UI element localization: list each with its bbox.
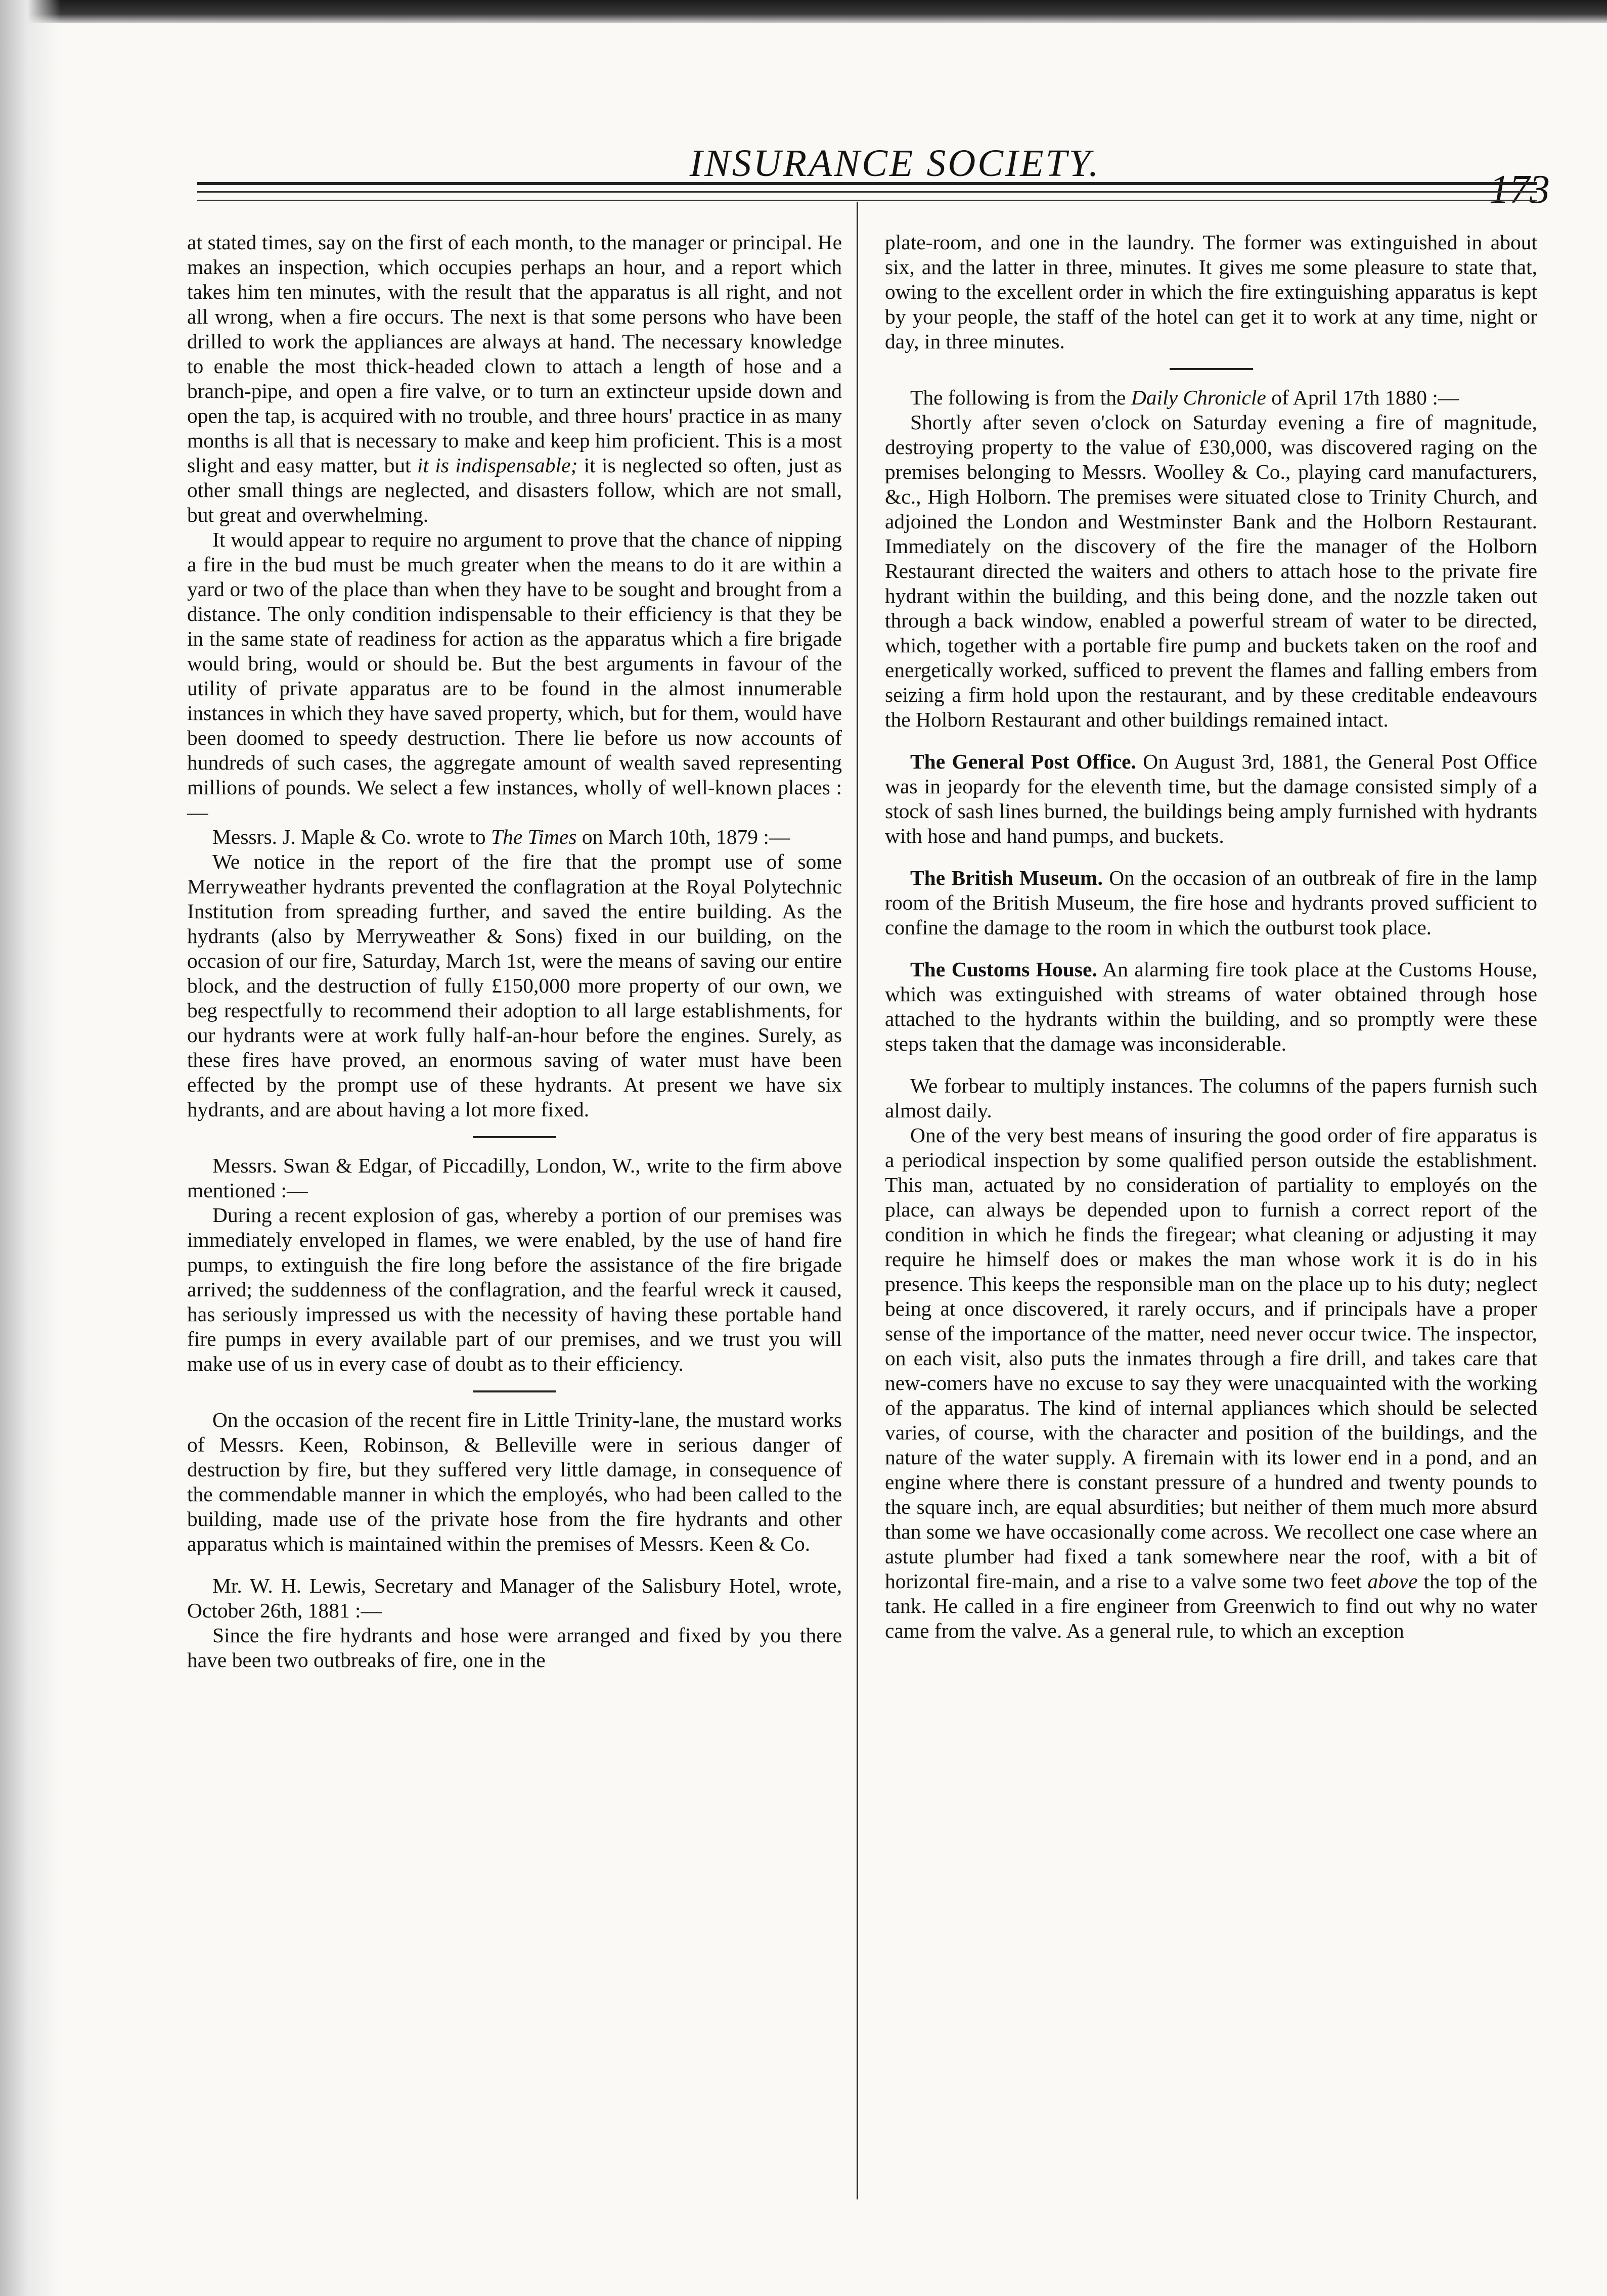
italic-phrase: above	[1367, 1569, 1418, 1593]
paragraph-text: On the occasion of an outbreak of fire in the lamp room of the British Museum, the fire hose and hydrants proved sufficient to confine the damage to the room in which the outburst took place.	[885, 866, 1538, 939]
newspaper-title: Daily Chronicle	[1131, 386, 1266, 409]
paragraph-text: The following is from the	[910, 386, 1126, 409]
paragraph-text: One of the very best means of insuring the good order of fire apparatus is a periodical inspection by some qualified person outside the establishment. This man, actuated by no consideration of partiality to employés on the place, can always be depended upon to furnish a correct report of the condition in which he finds the firegear; what cleaning or adjusting it may require he himself does or makes the man whose work it is do in his presence. This keeps the responsible man on the place up to his duty; neglect being at once discovered, it rarely occurs, and if principals have a proper sense of the importance of the matter, need never occur twice. The inspector, on each visit, also puts the inmates through a fire drill, and takes care that new-comers have no excuse to say they were unacquainted with the working of the apparatus. The kind of internal appliances which should be selected varies, of course, with the character and position of the buildings, and the nature of the water supply. A firemain with its lower end in a pond, and an engine where there is constant pressure of a hundred and twenty pounds to the square inch, are equal absurdities; but neither of them much more absurd than some we have occasionally come across. We recollect one case where an astute plumber had fixed a tank somewhere near the roof, with a bit of horizontal fire-main, and a rise to a valve some two feet	[885, 1123, 1537, 1593]
column-divider	[857, 202, 858, 2199]
paragraph-text: the top of the tank. He called in a fire engineer from Greenwich to find out why no water came from the valve. As a general rule, to which an exception	[885, 1569, 1538, 1642]
header-rule-thick	[197, 182, 1537, 185]
paragraph: Mr. W. H. Lewis, Secretary and Manager of the Salisbury Hotel, wrote, October 26th, 1881 :—	[187, 1574, 842, 1622]
page-number: 173	[1489, 167, 1550, 212]
paragraph: We forbear to multiply instances. The columns of the papers furnish such almost daily.	[885, 1074, 1537, 1122]
paragraph	[885, 957, 1537, 1056]
running-title: INSURANCE SOCIEΤY.	[689, 142, 1101, 185]
left-column	[187, 230, 842, 1673]
paragraph	[885, 749, 1537, 848]
header-rule-thin-2	[197, 200, 1537, 201]
paragraph-text: at stated times, say on the first of each month, to the manager or principal. He makes an inspection, which occupies perhaps an hour, and a report which takes him ten minutes, with the result that the apparatus is all right, and not all wrong, when a fire occurs. The next is that some persons who have been drilled to work the appliances are always at hand. The necessary knowledge to enable the most thick-headed clown to attach a length of hose and a branch-pipe, and open a fire valve, or to turn an extincteur upside down and open the tap, is acquired with no trouble, and three hours' practice in as many months is all that is necessary to make and keep him proficient. This is a most slight and easy matter, but	[187, 231, 842, 477]
scan-top-border	[0, 0, 1607, 23]
section-heading: The General Post Office.	[910, 750, 1136, 773]
quoted-report: Shortly after seven o'clock on Saturday evening a fire of magnitude, destroying property to the value of £30,000, was discovered raging on the premises belonging to Messrs. Woolley & Co., playing card manufacturers, &c., High Holborn. The premises were situated close to Trinity Church, and adjoined the London and Westminster Bank and the Holborn Restaurant. Immediately on the discovery of the fire the manager of the Holborn Restaurant directed the waiters and others to attach hose to the private fire hydrant within the building, and this being done, and the nozzle taken out through a back window, enabled a powerful stream of water to be directed, which, together with a portable fire pump and buckets taken on the roof and energetically worked, sufficed to prevent the flames and falling embers from seizing a firm hold upon the restaurant, and by these creditable endeavours the Holborn Restaurant and other buildings remained intact.	[885, 411, 1537, 731]
paragraph	[885, 1123, 1537, 1643]
section-heading: The British Museum.	[910, 866, 1103, 889]
section-rule	[473, 1136, 556, 1138]
newspaper-title: The Times	[491, 825, 577, 848]
paragraph-text: An alarming fire took place at the Customs House, which was extinguished with streams of water obtained through hose attached to the hydrants within the building, and so promptly were these steps taken that the damage was inconsiderable.	[885, 958, 1537, 1055]
paragraph-text: on March 10th, 1879 :—	[582, 825, 790, 848]
right-column	[885, 230, 1537, 1643]
quoted-letter: plate-room, and one in the laundry. The former was extinguished in about six, and the latter in three, minutes. It gives me some pleasure to state that, owing to the excellent order in which the fire extinguishing apparatus is kept by your people, the staff of the hotel can get it to work at any time, night or day, in three minutes.	[885, 231, 1537, 353]
paragraph	[885, 866, 1537, 940]
paragraph	[187, 230, 842, 527]
header-rule-thin-1	[197, 191, 1537, 193]
paragraph	[885, 385, 1537, 410]
paragraph-text: of April 17th 1880 :—	[1271, 386, 1459, 409]
section-rule	[1170, 368, 1253, 370]
paragraph-text: Messrs. J. Maple & Co. wrote to	[212, 825, 486, 848]
italic-phrase: it is indispensable;	[417, 454, 578, 477]
paragraph-text: On August 3rd, 1881, the General Post Office was in jeopardy for the eleventh time, but the damage consisted simply of a stock of sash lines burned, the buildings being amply furnished with hydrants with hose and hand pumps, and buckets.	[885, 750, 1537, 847]
paragraph-text: it is neglected so often, just as other small things are neglected, and disasters follow, which are not small, but great and overwhelming.	[187, 454, 842, 526]
paragraph: It would appear to require no argument to prove that the chance of nipping a fire in the bud must be much greater when the means to do it are within a yard or two of the place than when they have to be sought and brought from a distance. The only condition indispensable to their efficiency is that they be in the same state of readiness for action as the apparatus which a fire brigade would bring, would or should be. But the best arguments in favour of the utility of private apparatus are to be found in the almost innumerable instances in which they have saved property, which, but for them, would have been doomed to speedy destruction. There lie before us now accounts of hundreds of such cases, the aggregate amount of wealth saved representing millions of pounds. We select a few instances, wholly of well-known places :—	[187, 528, 842, 824]
paragraph: On the occasion of the recent fire in Little Trinity-lane, the mustard works of Messrs. Keen, Robinson, & Belleville were in serious danger of destruction by fire, but they suffered very little damage, in consequence of the commendable manner in which the employés, who had been called to the building, made use of the private hose from the fire hydrants and other apparatus which is maintained within the premises of Messrs. Keen & Co.	[187, 1408, 842, 1555]
section-rule	[473, 1390, 556, 1392]
scan-left-edge	[0, 0, 61, 2296]
section-heading: The Customs House.	[910, 958, 1097, 981]
paragraph: Messrs. Swan & Edgar, of Piccadilly, London, W., write to the firm above mentioned :—	[187, 1154, 842, 1202]
paragraph	[187, 825, 842, 849]
quoted-letter: Since the fire hydrants and hose were arranged and fixed by you there have been two outbreaks of fire, one in the	[187, 1624, 842, 1672]
quoted-letter: We notice in the report of the fire that the prompt use of some Merryweather hydrants prevented the conflagration at the Royal Polytechnic Institution from spreading further, and saved the entire building. As the hydrants (also by Merryweather & Sons) fixed in our building, on the occasion of our fire, Saturday, March 1st, were the means of saving our entire block, and the destruction of fully £150,000 more property of our own, we beg respectfully to recommend their adoption to all large establishments, for our hydrants were at work fully half-an-hour before the engines. Surely, as these fires have proved, an enormous saving of water must have been effected by the prompt use of these hydrants. At present we have six hydrants, and are about having a lot more fixed.	[187, 850, 842, 1121]
quoted-letter: During a recent explosion of gas, whereby a portion of our premises was immediately enveloped in flames, we were enabled, by the use of hand fire pumps, to extinguish the fire long before the assistance of the fire brigade arrived; the suddenness of the conflagration, and the fearful wreck it caused, has seriously impressed us with the necessity of having these portable hand fire pumps in every available part of our premises, and we trust you will make use of us in every case of doubt as to their efficiency.	[187, 1203, 842, 1375]
